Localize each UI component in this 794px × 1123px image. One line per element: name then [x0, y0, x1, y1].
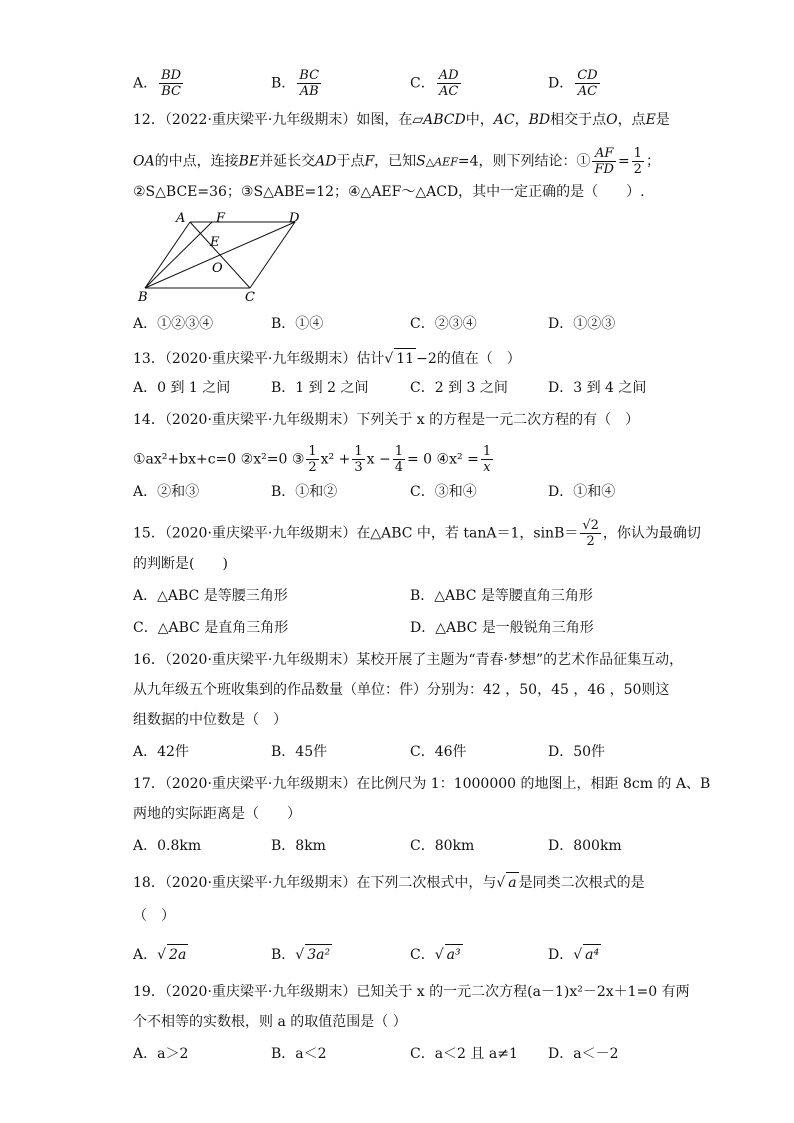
- q17-option-d[interactable]: D．800km: [548, 838, 622, 854]
- parallelogram-diagram: [130, 210, 310, 305]
- q18-option-c[interactable]: C．√ a³: [410, 944, 463, 965]
- radical-sign-icon: √: [434, 947, 444, 963]
- q14-option-d[interactable]: D．①和④: [548, 484, 616, 500]
- q12-option-c[interactable]: C．②③④: [410, 316, 477, 332]
- q16-option-b[interactable]: B．45件: [271, 744, 328, 760]
- q11-option-a[interactable]: A． $\frac{BD}{BC}$: [133, 68, 182, 99]
- q15-option-d[interactable]: D．△ABC 是一般锐角三角形: [410, 620, 594, 636]
- radical-sign-icon: √: [157, 947, 167, 963]
- q16-stem-line1: 16．（2020·重庆梁平·九年级期末）某校开展了主题为“青春·梦想”的艺术作品征集互动，: [133, 652, 684, 668]
- q18-stem-line1: 18．（2020·重庆梁平·九年级期末）在下列二次根式中，与√ a 是同类二次根式的是: [133, 872, 645, 893]
- q11-option-b[interactable]: B． $\frac{BC}{AB}$: [271, 68, 320, 99]
- q13-stem: 13．（2020·重庆梁平·九年级期末）估计√ 11 −2的值在（ ）: [133, 348, 521, 369]
- q18-option-a[interactable]: A．√ 2a: [133, 944, 188, 965]
- q17-stem-line2: 两地的实际距离是（ ）: [133, 806, 301, 822]
- q12-option-b[interactable]: B．①④: [271, 316, 324, 332]
- q14-stem: 14．（2020·重庆梁平·九年级期末）下列关于 x 的方程是一元二次方程的有（ ）: [133, 412, 640, 428]
- label-e: E: [210, 235, 220, 250]
- q17-option-a[interactable]: A．0.8km: [133, 838, 202, 854]
- q15-stem-line2: 的判断是( ): [133, 556, 228, 572]
- label-b: B: [138, 290, 148, 305]
- q11-option-c[interactable]: C． $\frac{AD}{AC}$: [410, 68, 459, 99]
- q12-line2: OA的中点，连接BE并延长交AD于点F，已知S△AEF=4，则下列结论：① $\frac{AF}{FD}$ = $\frac{1}{2}$ ；: [133, 146, 660, 177]
- label-d: D: [289, 211, 300, 226]
- q19-stem-line2: 个不相等的实数根，则 a 的取值范围是（ ）: [133, 1014, 407, 1030]
- radical-sign-icon: √: [295, 947, 305, 963]
- q18-option-d[interactable]: D．√ a⁴: [548, 944, 601, 965]
- q16-stem-line3: 组数据的中位数是（ ）: [133, 712, 287, 728]
- q19-stem-line1: 19．（2020·重庆梁平·九年级期末）已知关于 x 的一元二次方程(a－1)x²－2x＋1=0 有两: [133, 984, 690, 1000]
- q14-option-b[interactable]: B．①和②: [271, 484, 338, 500]
- q13-option-b[interactable]: B．1 到 2 之间: [271, 380, 369, 396]
- q16-option-a[interactable]: A．42件: [133, 744, 189, 760]
- q19-option-c[interactable]: C．a＜2 且 a≠1: [410, 1046, 518, 1062]
- label-a: A: [176, 211, 186, 226]
- label-f: F: [216, 211, 226, 226]
- radical-sign-icon: √: [573, 947, 583, 963]
- q15-stem-line1: 15．（2020·重庆梁平·九年级期末）在△ABC 中，若 tanA＝1，sinB＝ $\frac{√2}{2}$ ，你认为最确切: [133, 518, 701, 549]
- q19-option-a[interactable]: A．a＞2: [133, 1046, 189, 1062]
- q13-option-d[interactable]: D．3 到 4 之间: [548, 380, 647, 396]
- radical-sign-icon: √: [496, 875, 506, 891]
- q15-option-b[interactable]: B．△ABC 是等腰直角三角形: [410, 588, 593, 604]
- q18-option-b[interactable]: B．√ 3a²: [271, 944, 332, 965]
- q13-option-c[interactable]: C．2 到 3 之间: [410, 380, 508, 396]
- q18-stem-line2: （ ）: [133, 908, 175, 924]
- q14-option-a[interactable]: A．②和③: [133, 484, 200, 500]
- radical-sign-icon: √: [384, 351, 394, 367]
- q19-option-d[interactable]: D．a＜－2: [548, 1046, 619, 1062]
- q12-line3: ②S△BCE=36；③S△ABE=12；④△AEF～△ACD，其中一定正确的是（ ）.: [133, 184, 645, 200]
- q11-option-d[interactable]: D． $\frac{CD}{AC}$: [548, 68, 598, 99]
- q15-option-a[interactable]: A．△ABC 是等腰三角形: [133, 588, 288, 604]
- q14-option-c[interactable]: C．③和④: [410, 484, 477, 500]
- q12-option-a[interactable]: A．①②③④: [133, 316, 214, 332]
- q16-option-c[interactable]: C．46件: [410, 744, 467, 760]
- label-c: C: [245, 290, 255, 305]
- q13-option-a[interactable]: A．0 到 1 之间: [133, 380, 231, 396]
- q17-option-c[interactable]: C．80km: [410, 838, 475, 854]
- q17-option-b[interactable]: B．8km: [271, 838, 326, 854]
- q16-stem-line2: 从九年级五个班收集到的作品数量（单位：件）分别为：42 ，50，45 ，46 ，50则这: [133, 682, 670, 698]
- q12-option-d[interactable]: D．①②③: [548, 316, 616, 332]
- q14-equations: ①ax²+bx+c=0 ②x²=0 ③ $\frac{1}{2}$ x² + $\frac{1}{3}$ x − $\frac{1}{4}$ = 0 ④x² = $\frac{1}{x}$: [133, 444, 492, 475]
- q19-option-b[interactable]: B．a＜2: [271, 1046, 327, 1062]
- q12-line1: 12．（2022·重庆梁平·九年级期末）如图，在▱ABCD中，AC，BD相交于点O，点E是: [133, 112, 670, 128]
- q15-option-c[interactable]: C．△ABC 是直角三角形: [133, 620, 289, 636]
- segment-bf: [145, 222, 212, 288]
- q16-option-d[interactable]: D．50件: [548, 744, 606, 760]
- q17-stem-line1: 17．（2020·重庆梁平·九年级期末）在比例尺为 1：1000000 的地图上，相距 8cm 的 A、B: [133, 776, 711, 792]
- label-o: O: [212, 261, 223, 276]
